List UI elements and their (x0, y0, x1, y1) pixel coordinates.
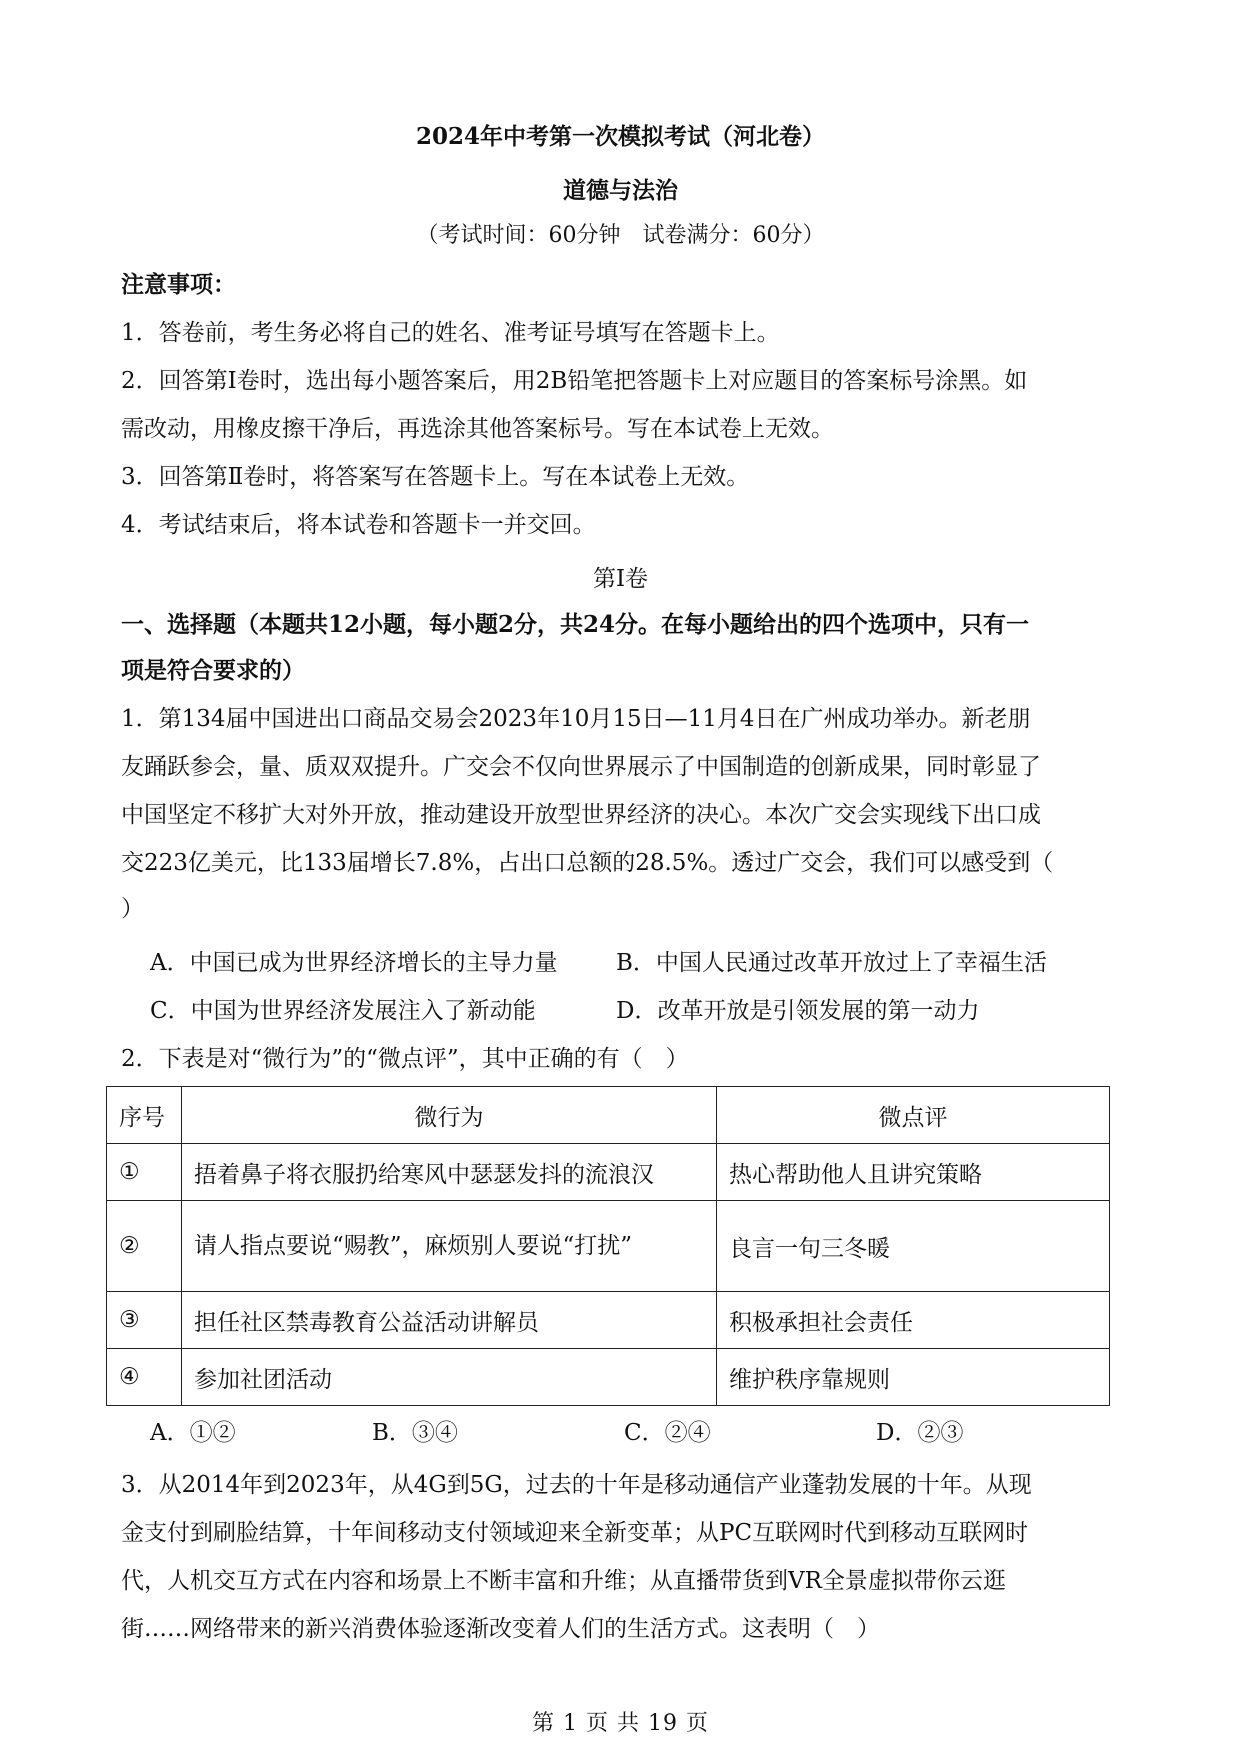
subject-title: 道德与法治 (563, 177, 678, 204)
table-row (107, 1201, 1110, 1292)
table-row (107, 1144, 1110, 1201)
q3-stem-line: 3．从2014年到2023年，从4G到5G，过去的十年是移动通信产业蓬勃发展的十年。从现 (121, 1472, 1032, 1498)
table-header-cell: 微行为 (182, 1087, 717, 1144)
table-cell: 参加社团活动 (182, 1349, 717, 1406)
table-row (107, 1292, 1110, 1349)
notice-item: 1．答卷前，考生务必将自己的姓名、准考证号填写在答题卡上。 (121, 320, 780, 346)
notice-item: 2．回答第Ⅰ卷时，选出每小题答案后，用2B铅笔把答题卡上对应题目的答案标号涂黑。如 (121, 368, 1028, 394)
q3-stem-line: 金支付到刷脸结算，十年间移动支付领域迎来全新变革；从PC互联网时代到移动互联网时 (121, 1520, 1029, 1546)
table-cell: 良言一句三冬暖 (717, 1201, 1110, 1292)
table-cell: 捂着鼻子将衣服扔给寒风中瑟瑟发抖的流浪汉 (182, 1144, 717, 1201)
table-cell: 担任社区禁毒教育公益活动讲解员 (182, 1292, 717, 1349)
volume-label: 第Ⅰ卷 (592, 566, 649, 592)
q2-option-c: C．②④ (624, 1420, 711, 1446)
q1-option-a: A．中国已成为世界经济增长的主导力量 (150, 950, 558, 976)
table-row (107, 1349, 1110, 1406)
q1-stem-line: 1．第134届中国进出口商品交易会2023年10月15日—11月4日在广州成功举办。新老朋 (121, 706, 1031, 732)
q1-option-b: B．中国人民通过改革开放过上了幸福生活 (616, 950, 1047, 976)
section-heading: 一、选择题（本题共12小题，每小题2分，共24分。在每小题给出的四个选项中，只有一 (121, 611, 1030, 638)
q1-option-d: D．改革开放是引领发展的第一动力 (616, 998, 980, 1024)
q2-table (106, 1086, 1110, 1406)
time-info: （考试时间：60分钟 试卷满分：60分） (416, 223, 825, 248)
table-header-row (107, 1087, 1110, 1144)
table-header-cell: 序号 (107, 1087, 182, 1144)
section-heading-cont: 项是符合要求的） (121, 657, 305, 684)
table-cell: ② (107, 1201, 182, 1292)
notice-heading: 注意事项： (121, 271, 236, 298)
q2-option-b: B．③④ (372, 1420, 458, 1446)
q1-stem-line: 友踊跃参会，量、质双双提升。广交会不仅向世界展示了中国制造的创新成果，同时彰显了 (121, 754, 1041, 780)
q1-option-c: C．中国为世界经济发展注入了新动能 (150, 998, 536, 1024)
q3-stem-line: 代，人机交互方式在内容和场景上不断丰富和升维；从直播带货到VR全景虚拟带你云逛 (121, 1568, 1006, 1594)
notice-item: 3．回答第Ⅱ卷时，将答案写在答题卡上。写在本试卷上无效。 (121, 464, 750, 490)
exam-title: 2024年中考第一次模拟考试（河北卷） (415, 123, 825, 150)
notice-item: 4．考试结束后，将本试卷和答题卡一并交回。 (121, 512, 596, 538)
table-cell: 热心帮助他人且讲究策略 (717, 1144, 1110, 1201)
page-footer: 第 1 页 共 19 页 (532, 1711, 709, 1736)
q2-option-d: D．②③ (876, 1420, 964, 1446)
q2-stem: 2．下表是对“微行为”的“微点评”，其中正确的有（ ） (121, 1046, 689, 1072)
table-cell: ① (107, 1144, 182, 1201)
table-header-cell: 微点评 (717, 1087, 1110, 1144)
table-cell: ③ (107, 1292, 182, 1349)
q2-option-a: A．①② (150, 1420, 236, 1446)
q1-stem-line: 中国坚定不移扩大对外开放，推动建设开放型世界经济的决心。本次广交会实现线下出口成 (121, 802, 1041, 828)
q1-stem-line: ） (121, 896, 144, 922)
notice-item: 需改动，用橡皮擦干净后，再选涂其他答案标号。写在本试卷上无效。 (121, 416, 834, 442)
table-cell: 请人指点要说“赐教”，麻烦别人要说“打扰” (182, 1201, 717, 1292)
table-cell: ④ (107, 1349, 182, 1406)
table-cell: 积极承担社会责任 (717, 1292, 1110, 1349)
table-cell: 维护秩序靠规则 (717, 1349, 1110, 1406)
q3-stem-line: 街……网络带来的新兴消费体验逐渐改变着人们的生活方式。这表明（ ） (121, 1616, 880, 1642)
q1-stem-line: 交223亿美元，比133届增长7.8%，占出口总额的28.5%。透过广交会，我们可以感受到（ (121, 850, 1054, 876)
